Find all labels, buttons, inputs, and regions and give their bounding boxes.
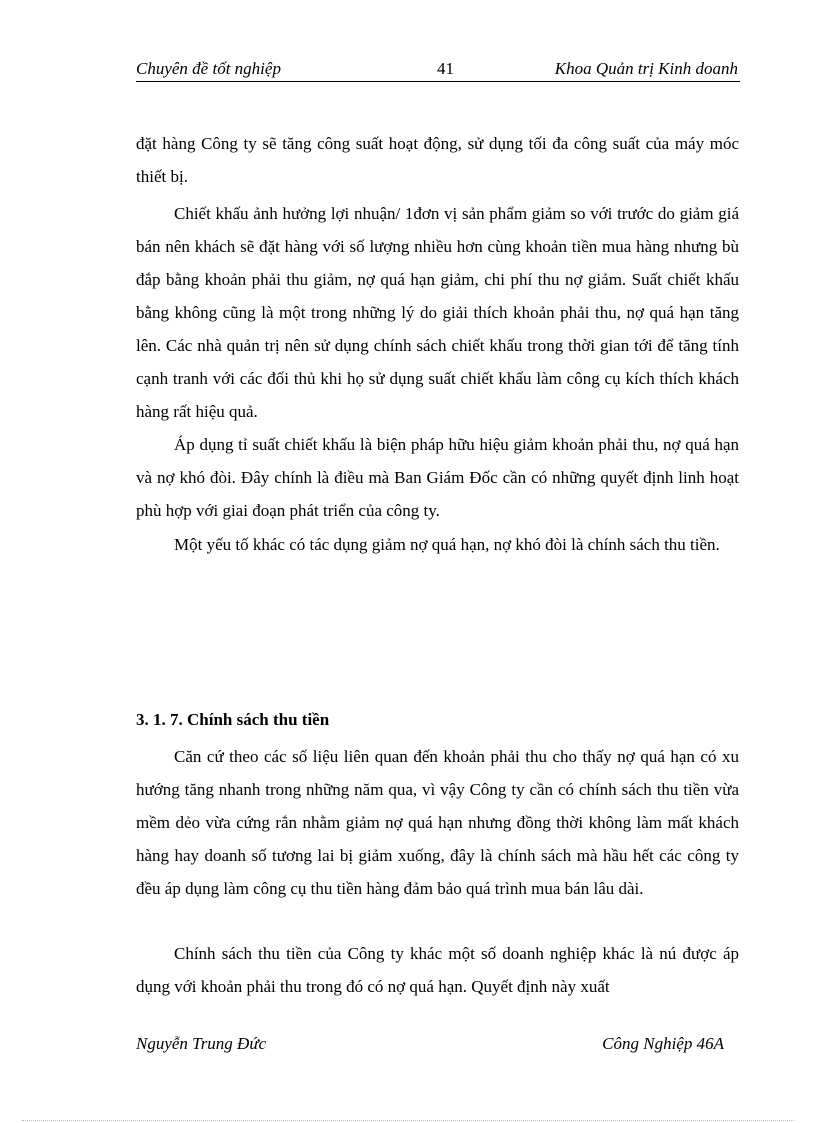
paragraph-1-continued: đặt hàng Công ty sẽ tăng công suất hoạt động, sử dụng tối đa công suất của máy móc thiết bị. [136,134,739,186]
section-paragraph-1: Căn cứ theo các số liệu liên quan đến khoản phải thu cho thấy nợ quá hạn có xu hướng tăng nhanh trong những năm qua, vì vậy Công ty cần có chính sách thu tiền vừa mềm dẻo vừa cứng rắn nhằm giảm nợ quá hạn nhưng đồng thời không làm mất khách hàng hay doanh số tương lai bị giảm xuống, đây là chính sách mà hầu hết các công ty đều áp dụng làm công cụ thu tiền hàng đảm bảo quá trình mua bán lâu dài. [136,747,739,898]
footer-class: Công Nghiệp 46A [602,1034,724,1053]
page-number: 41 [437,59,454,78]
paragraph-2: Chiết khấu ảnh hưởng lợi nhuận/ 1đơn vị sản phẩm giảm so với trước do giảm giá bán nên khách sẽ đặt hàng với số lượng nhiều hơn cùng khoản tiền mua hàng nhưng bù đắp bằng khoản phải thu giảm, nợ quá hạn giảm, chi phí thu nợ giảm. Suất chiết khấu bằng không cũng là một trong những lý do giải thích khoản phải thu, nợ quá hạn tăng lên. Các nhà quản trị nên sử dụng chính sách chiết khấu trong thời gian tới để tăng tính cạnh tranh với các đối thủ khi họ sử dụng suất chiết khấu làm công cụ kích thích khách hàng rất hiệu quả. [136,204,739,421]
paragraph-4: Một yếu tố khác có tác dụng giảm nợ quá hạn, nợ khó đòi là chính sách thu tiền. [174,535,720,554]
header-faculty: Khoa Quản trị Kinh doanh [554,59,738,78]
section-heading: 3. 1. 7. Chính sách thu tiền [136,710,330,729]
header-title: Chuyên đề tốt nghiệp [136,59,281,78]
page-footer [136,1034,740,1062]
page-bottom-divider [22,1120,794,1121]
paragraph-3: Áp dụng tỉ suất chiết khấu là biện pháp hữu hiệu giảm khoản phải thu, nợ quá hạn và nợ khó đòi. Đây chính là điều mà Ban Giám Đốc cần có những quyết định linh hoạt phù hợp với giai đoạn phát triển của công ty. [136,435,739,520]
footer-author: Nguyễn Trung Đức [136,1034,267,1053]
page-header [136,57,740,82]
section-paragraph-2: Chính sách thu tiền của Công ty khác một số doanh nghiệp khác là nú được áp dụng với khoản phải thu trong đó có nợ quá hạn. Quyết định này xuất [136,944,739,996]
